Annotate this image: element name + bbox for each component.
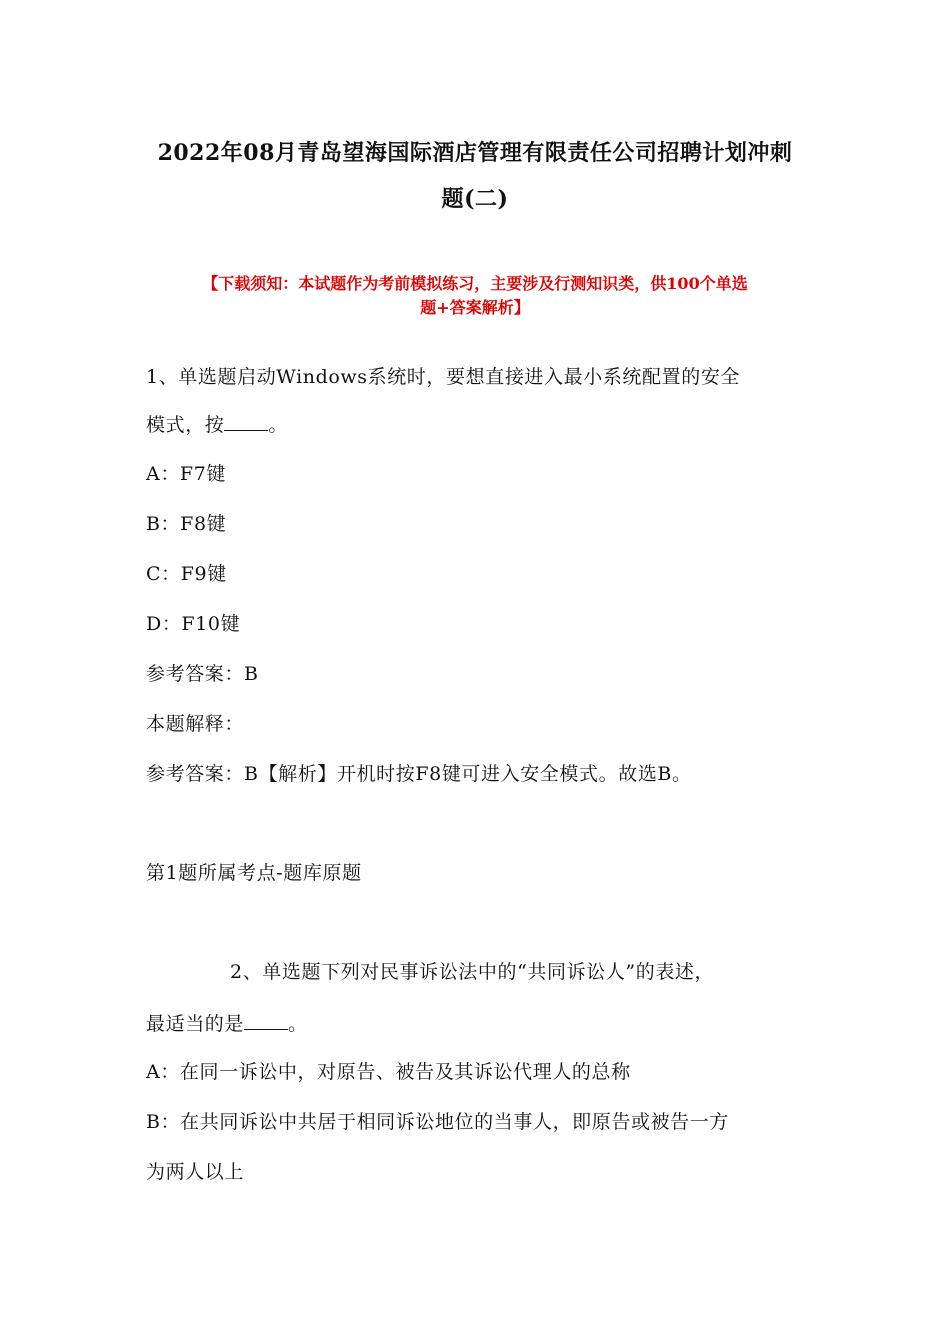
notice-line-1: 【下载须知：本试题作为考前模拟练习，主要涉及行测知识类，供100个单选 [202, 274, 748, 293]
q1-explanation-label: 本题解释： [146, 713, 245, 735]
title-line-1: 2022年08月青岛望海国际酒店管理有限责任公司招聘计划冲刺 [157, 140, 793, 166]
q1-stem-prefix: 模式，按 [146, 414, 225, 436]
notice-line-2: 题+答案解析】 [420, 298, 530, 317]
q2-stem-line-2 [146, 1011, 308, 1037]
q1-source: 第1题所属考点-题库原题 [146, 862, 362, 884]
q2-stem-prefix: 最适当的是 [146, 1013, 245, 1035]
q2-option-b-line-2: 为两人以上 [146, 1161, 245, 1183]
q2-stem-line-1: 2、单选题下列对民事诉讼法中的“共同诉讼人”的表述， [230, 961, 715, 983]
q2-answer-blank [244, 1011, 288, 1030]
q1-option-d: D：F10键 [146, 613, 241, 635]
q1-explanation: 参考答案：B【解析】开机时按F8键可进入安全模式。故选B。 [146, 763, 692, 785]
q1-stem-line-1: 1、单选题启动Windows系统时，要想直接进入最小系统配置的安全 [146, 366, 741, 388]
q2-stem-suffix: 。 [288, 1013, 308, 1035]
q2-option-a: A：在同一诉讼中，对原告、被告及其诉讼代理人的总称 [146, 1061, 631, 1083]
q1-option-a: A：F7键 [146, 463, 226, 485]
q1-stem-suffix: 。 [268, 414, 289, 436]
q1-option-c: C：F9键 [146, 563, 227, 585]
document-title [120, 130, 830, 222]
q1-answer-blank [224, 412, 268, 431]
q1-option-b: B：F8键 [146, 513, 227, 535]
q2-option-b-line-1: B：在共同诉讼中共居于相同诉讼地位的当事人，即原告或被告一方 [146, 1111, 729, 1133]
q1-reference-answer: 参考答案：B [146, 663, 259, 685]
download-notice [140, 272, 810, 320]
title-line-2: 题(二) [441, 186, 509, 212]
q1-stem-line-2 [146, 412, 288, 438]
